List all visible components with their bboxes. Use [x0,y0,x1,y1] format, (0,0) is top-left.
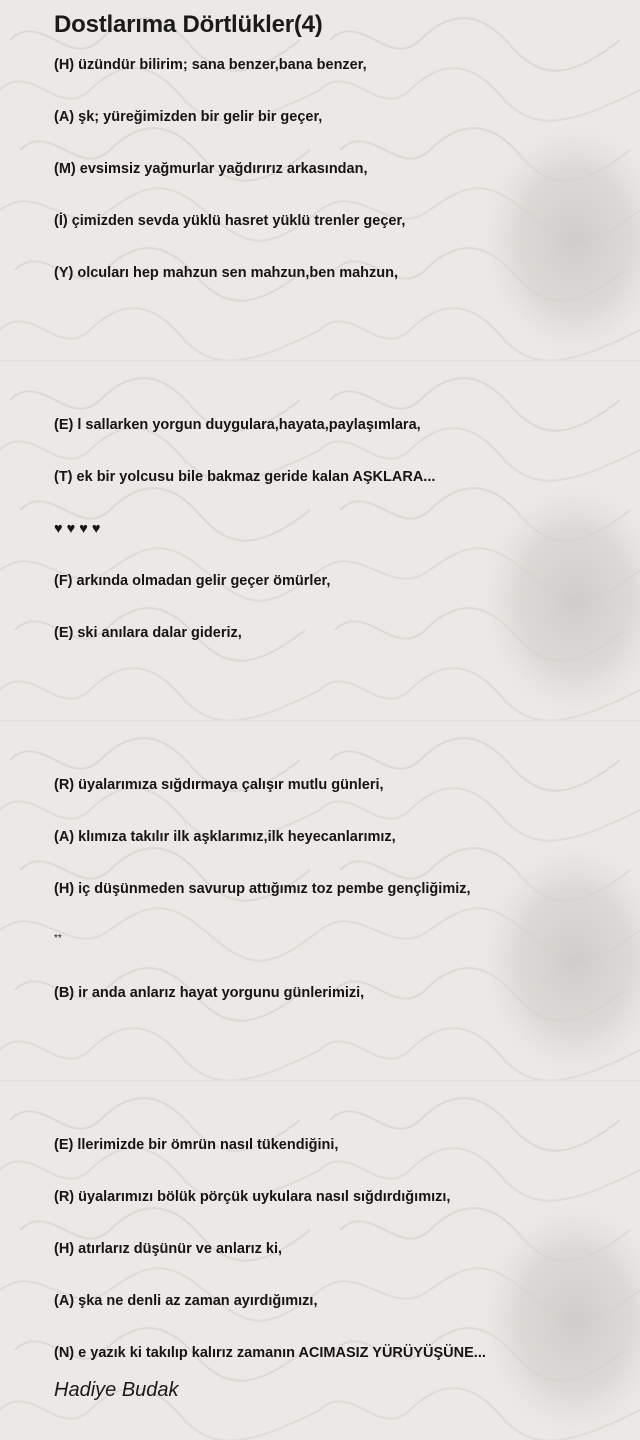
poem-line: (B) ir anda anlarız hayat yorgunu günlerimizi, [54,985,365,1001]
poem-line: (H) üzündür bilirim; sana benzer,bana benzer, [54,57,367,73]
author-signature: Hadiye Budak [54,1379,179,1401]
page-title: Dostlarıma Dörtlükler(4) [54,11,323,38]
poem-line: (T) ek bir yolcusu bile bakmaz geride kalan AŞKLARA... [54,469,436,485]
poem-line: (E) llerimizde bir ömrün nasıl tükendiğini, [54,1137,339,1153]
asterisk-separator: ** [54,933,62,944]
poem-line: (N) e yazık ki takılıp kalırız zamanın ACIMASIZ YÜRÜYÜŞÜNE... [54,1345,486,1361]
poem-line: (F) arkında olmadan gelir geçer ömürler, [54,573,331,589]
poem-line: (M) evsimsiz yağmurlar yağdırırız arkasından, [54,161,368,177]
poem-line: (Y) olcuları hep mahzun sen mahzun,ben mahzun, [54,265,399,281]
poem-line: (R) üyalarımıza sığdırmaya çalışır mutlu günleri, [54,777,384,793]
poem-line: (E) l sallarken yorgun duygulara,hayata,paylaşımlara, [54,417,421,433]
poem-line: (R) üyalarımızı bölük pörçük uykulara nasıl sığdırdığımızı, [54,1189,451,1205]
heart-separator: ♥ ♥ ♥ ♥ [54,521,101,537]
poem-line: (H) iç düşünmeden savurup attığımız toz pembe gençliğimiz, [54,881,471,897]
poem-line: (A) klımıza takılır ilk aşklarımız,ilk heyecanlarımız, [54,829,396,845]
poem-line: (E) ski anılara dalar gideriz, [54,625,242,641]
poem-line: (İ) çimizden sevda yüklü hasret yüklü trenler geçer, [54,213,406,229]
poem-line: (A) şka ne denli az zaman ayırdığımızı, [54,1293,318,1309]
poem-line: (H) atırlarız düşünür ve anlarız ki, [54,1241,283,1257]
poem-line: (A) şk; yüreğimizden bir gelir bir geçer, [54,109,323,125]
